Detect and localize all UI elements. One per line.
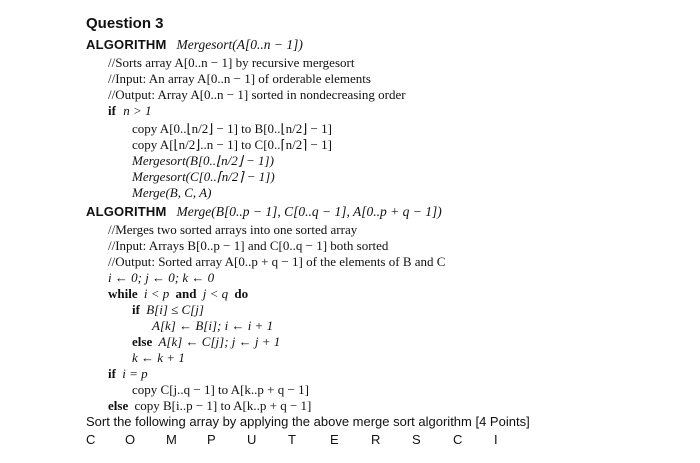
merge-post-else-line: [108, 398, 311, 414]
merge-post-if-line: [108, 366, 148, 382]
mergesort-comment-3: //Output: Array A[0..n − 1] sorted in nondecreasing order: [108, 87, 406, 102]
merge-init: i ← 0; j ← 0; k ← 0: [108, 270, 215, 285]
merge-post-copy-1: copy C[j..q − 1] to A[k..p + q − 1]: [132, 382, 309, 397]
while-cond-1: i < p: [143, 286, 170, 301]
merge-k-increment: k ← k + 1: [132, 350, 185, 365]
array-letter: C: [86, 432, 96, 447]
merge-if-line: [132, 302, 204, 318]
mergesort-if-line: [108, 103, 151, 119]
if-condition: B[i] ≤ C[j]: [146, 302, 204, 317]
mergesort-signature: Mergesort(A[0..n − 1]): [176, 37, 303, 52]
array-letter: P: [207, 432, 216, 447]
mergesort-comment-1: //Sorts array A[0..n − 1] by recursive mergesort: [108, 55, 355, 70]
if-keyword: if: [108, 366, 116, 381]
array-letter: T: [288, 432, 296, 447]
if-keyword: if: [108, 103, 116, 118]
question-title: Question 3: [86, 15, 164, 32]
array-letter: U: [247, 432, 257, 447]
algorithm-keyword: ALGORITHM: [86, 204, 167, 219]
mergesort-body-5: Merge(B, C, A): [132, 185, 212, 200]
while-keyword: while: [108, 286, 138, 301]
array-letter: R: [371, 432, 381, 447]
array-letter: C: [453, 432, 463, 447]
merge-then-line: A[k] ← B[i]; i ← i + 1: [152, 318, 274, 333]
merge-comment-3: //Output: Sorted array A[0..p + q − 1] of the elements of B and C: [108, 254, 446, 269]
if-condition: i = p: [122, 366, 148, 381]
mergesort-body-4: Mergesort(C[0..⌈n/2⌉ − 1]): [132, 169, 275, 184]
mergesort-comment-2: //Input: An array A[0..n − 1] of orderable elements: [108, 71, 371, 86]
do-keyword: do: [234, 286, 249, 301]
else-keyword: else: [108, 398, 129, 413]
array-letters: [86, 432, 516, 450]
mergesort-header: [86, 36, 311, 54]
while-cond-2: j < q: [202, 286, 229, 301]
else-statement: A[k] ← C[j]; j ← j + 1: [158, 334, 281, 349]
array-letter: M: [166, 432, 177, 447]
post-copy-2: copy B[i..p − 1] to A[k..p + q − 1]: [134, 398, 312, 413]
array-letter: E: [330, 432, 339, 447]
merge-comment-2: //Input: Arrays B[0..p − 1] and C[0..q − 1] both sorted: [108, 238, 389, 253]
mergesort-body-1: copy A[0..⌊n/2⌋ − 1] to B[0..⌊n/2⌋ − 1]: [132, 121, 332, 136]
array-letter: S: [412, 432, 421, 447]
merge-signature: Merge(B[0..p − 1], C[0..q − 1], A[0..p + q − 1]): [176, 204, 442, 219]
question-text: Sort the following array by applying the above merge sort algorithm [4 Points]: [86, 414, 530, 429]
merge-header: [86, 203, 442, 221]
else-keyword: else: [132, 334, 153, 349]
merge-comment-1: //Merges two sorted arrays into one sorted array: [108, 222, 358, 237]
and-keyword: and: [175, 286, 197, 301]
array-letter: I: [494, 432, 498, 447]
mergesort-body-2: copy A[⌊n/2⌋..n − 1] to C[0..⌈n/2⌉ − 1]: [132, 137, 332, 152]
array-letter: O: [125, 432, 136, 447]
merge-while-line: [108, 286, 248, 302]
merge-else-line: [132, 334, 280, 350]
mergesort-body-3: Mergesort(B[0..⌊n/2⌋ − 1]): [132, 153, 274, 168]
if-keyword: if: [132, 302, 140, 317]
if-condition: n > 1: [123, 103, 152, 118]
algorithm-keyword: ALGORITHM: [86, 37, 167, 52]
